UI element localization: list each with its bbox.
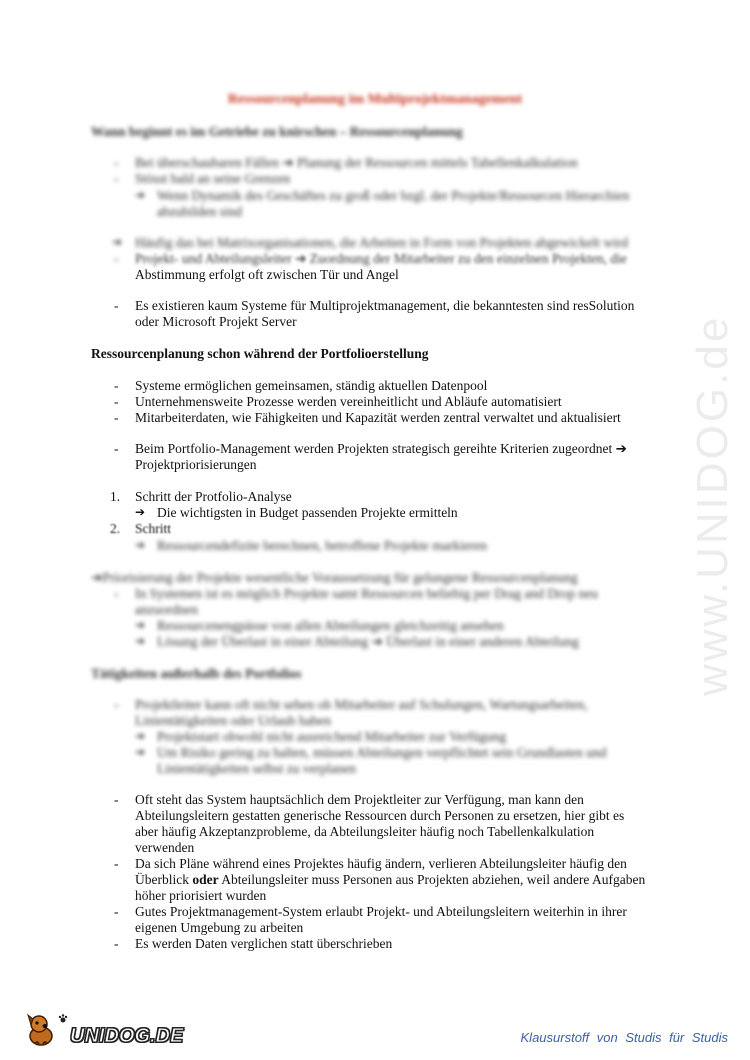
arrow-icon: ➔ [135, 745, 146, 759]
list-item: Um Risiko gering zu halten, müssen Abteilungen verpflichtet sein Grundlasten und [157, 745, 607, 760]
list-item: Oft steht das System hauptsächlich dem Projektleiter zur Verfügung, man kann den [135, 792, 584, 807]
dog-icon [24, 1012, 58, 1048]
list-item: Systeme ermöglichen gemeinsamen, ständig aktuellen Datenpool [135, 378, 488, 393]
bullet-dash: - [114, 856, 119, 871]
list-item: Schritt der Protfolio-Analyse [135, 489, 292, 504]
list-item: Die wichtigsten in Budget passenden Projekte ermitteln [157, 505, 458, 520]
list-item: Unternehmensweite Prozesse werden vereinheitlicht und Abläufe automatisiert [135, 394, 562, 409]
arrow-icon: ➔ [135, 729, 146, 743]
arrow-icon: ➔ [135, 538, 146, 552]
list-item: Linientätigkeiten selbst zu verplanen [157, 761, 357, 776]
list-item: Bei überschaubaren Fällen ➔ Planung der Ressourcen mittels Tabellenkalkulation [135, 155, 578, 170]
bullet-dash: - [114, 378, 119, 393]
bullet-dash: - [114, 441, 119, 456]
list-item: Es werden Daten verglichen statt überschrieben [135, 936, 393, 951]
arrow-icon: ➔ [135, 618, 146, 632]
list-item: Es existieren kaum Systeme für Multiprojektmanagement, die bekanntesten sind resSolution [135, 298, 635, 313]
paw-icon [58, 1014, 68, 1024]
arrow-icon: ➔ [135, 505, 146, 519]
list-item: Beim Portfolio-Management werden Projekten strategisch gereihte Kriterien zugeordnet ➔ [135, 441, 627, 456]
watermark: www.UNIDOG.de [688, 314, 737, 696]
logo-text: UNIDOG.DE [70, 1025, 184, 1047]
arrow-icon: ➔ [112, 235, 123, 249]
list-item: Lösung der Überlast in einer Abteilung ➔ Überlast in einer anderen Abteilung [157, 634, 579, 649]
list-item: verwenden [135, 840, 195, 855]
bullet-dash: - [114, 251, 119, 266]
list-item: höher priorisiert wurden [135, 888, 267, 903]
section-heading: Tätigkeiten außerhalb des Portfolios [91, 666, 302, 681]
section-heading: Wann beginnt es im Getriebe zu knirschen – Ressourcenplanung [91, 124, 463, 139]
list-item: Stösst bald an seine Grenzen [135, 171, 291, 186]
text-run: Abteilungsleiter muss Personen aus Projekten abziehen, weil andere Aufgaben [218, 872, 646, 887]
footer-tagline: Klausurstoff von Studis für Studis [520, 1030, 728, 1045]
section-heading: Ressourcenplanung schon während der Portfolioerstellung [91, 346, 429, 361]
list-item: Wenn Dynamik des Geschäftes zu groß oder bzgl. der Projekte/Ressourcen Hierarchien [157, 188, 630, 203]
list-item: ➔Priorisierung der Projekte wesentliche Voraussetzung für gelungene Ressourcenplanung [91, 570, 578, 585]
list-item: Ressourcenengpässe von allen Abteilungen gleichzeitig ansehen [157, 618, 504, 633]
list-item: Projektleiter kann oft nicht sehen ob Mitarbeiter auf Schulungen, Wartungsarbeiten, [135, 697, 588, 712]
bullet-dash: - [114, 171, 119, 186]
bullet-dash: - [114, 155, 119, 170]
list-item: Ressourcendefizite berechnen, betroffene Projekte markieren [157, 538, 487, 553]
list-item: Projektpriorisierungen [135, 457, 257, 472]
list-number: 1. [110, 489, 121, 504]
text-run: Überblick [135, 872, 193, 887]
list-item: Linientätigkeiten oder Urlaub haben [135, 713, 332, 728]
arrow-icon: ➔ [135, 188, 146, 202]
list-number: 2. [110, 521, 121, 536]
list-item: eigenen Umgebung zu arbeiten [135, 920, 304, 935]
list-item: abzubilden sind [157, 204, 243, 219]
document-title: Ressourcenplanung im Multiprojektmanagement [227, 92, 523, 107]
bullet-dash: - [114, 936, 119, 951]
bullet-dash: - [114, 792, 119, 807]
list-item: Gutes Projektmanagement-System erlaubt Projekt- und Abteilungsleitern weiterhin in ihrer [135, 904, 627, 919]
bullet-dash: - [114, 697, 119, 712]
list-item: Mitarbeiterdaten, wie Fähigkeiten und Kapazität werden zentral verwaltet und aktualisiert [135, 410, 621, 425]
bullet-dash: - [114, 904, 119, 919]
list-item: Abstimmung erfolgt oft zwischen Tür und Angel [135, 267, 399, 282]
list-item: Schritt [135, 521, 171, 536]
bold-word: oder [192, 872, 219, 887]
list-item: anzuordnen [135, 602, 198, 617]
list-item: Abteilungsleitern gestatten generische Ressourcen durch Personen zu ersetzen, hier gibt es [135, 808, 625, 823]
bullet-dash: - [114, 410, 119, 425]
unidog-logo[interactable] [24, 1008, 183, 1048]
list-item: aber häufig Akzeptanzprobleme, da Abteilungsleiter häufig noch Tabellenkalkulation [135, 824, 595, 839]
list-item: Da sich Pläne während eines Projektes häufig ändern, verlieren Abteilungsleiter häufig den [135, 856, 627, 871]
list-item: oder Microsoft Projekt Server [135, 314, 297, 329]
bullet-dash: - [114, 586, 119, 601]
list-item: Projekt- und Abteilungsleiter ➔ Zuordnung der Mitarbeiter zu den einzelnen Projekten, die [135, 251, 627, 266]
list-item: In Systemen ist es möglich Projekte samt Ressourcen beliebig per Drag and Drop neu [135, 586, 599, 601]
arrow-icon: ➔ [135, 634, 146, 648]
bullet-dash: - [114, 298, 119, 313]
list-item: Häufig das bei Matrixorganisationen, die Arbeiten in Form von Projekten abgewickelt wird [135, 235, 629, 250]
list-item: Projektstart obwohl nicht ausreichend Mitarbeiter zur Verfügung [157, 729, 507, 744]
bullet-dash: - [114, 394, 119, 409]
list-item [135, 872, 645, 888]
